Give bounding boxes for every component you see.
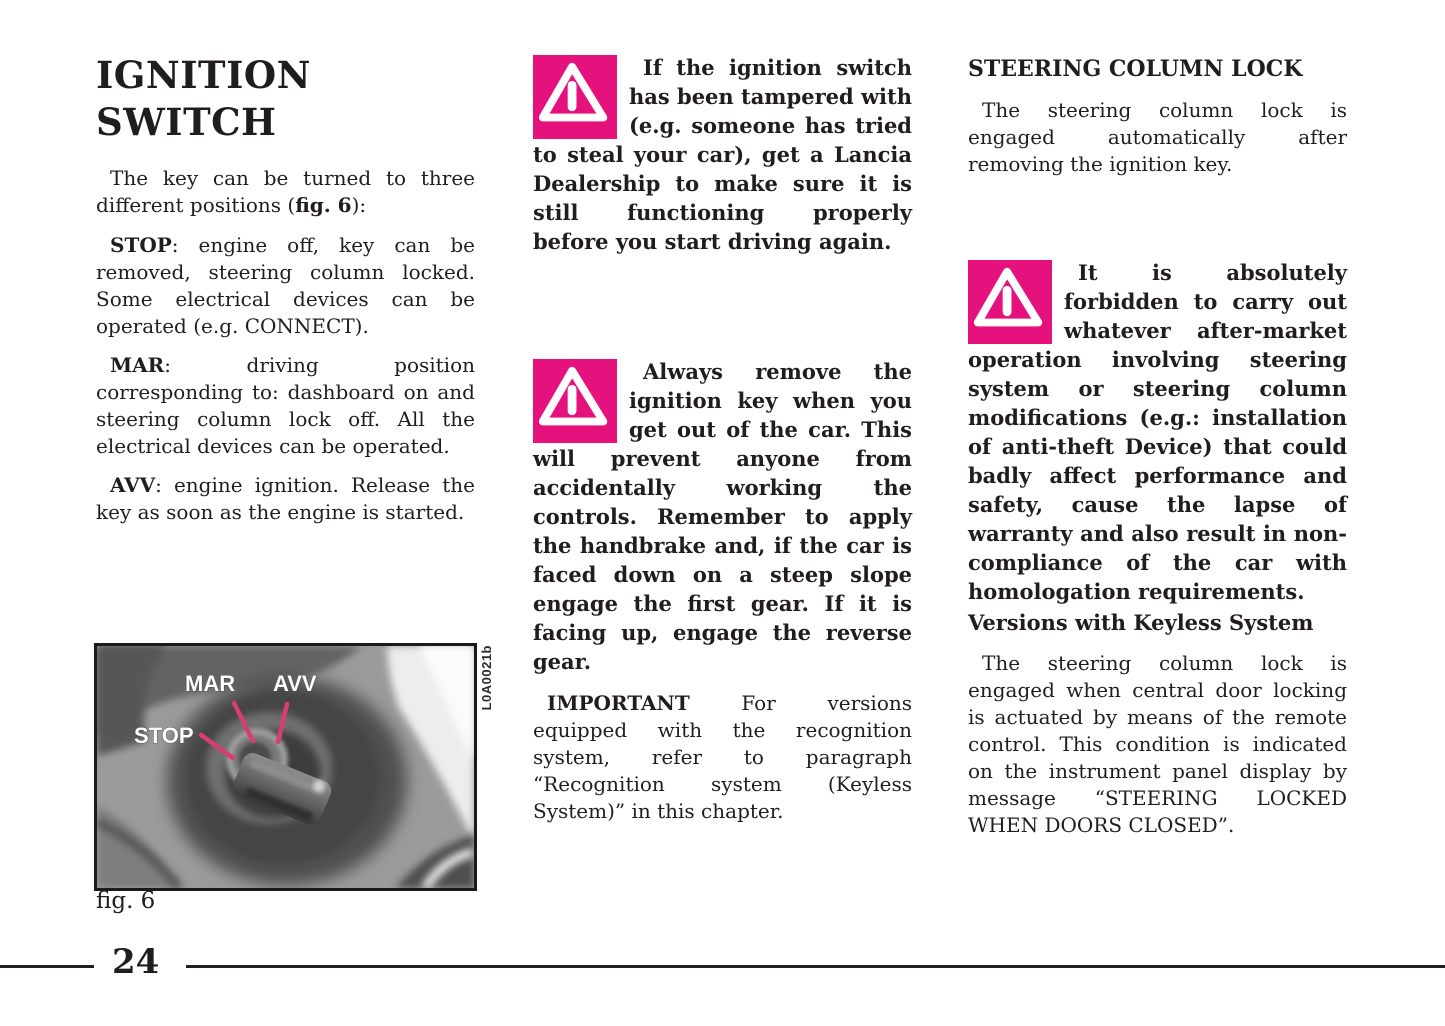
avv-label: AVV [273, 671, 317, 696]
avv-term: AVV [110, 473, 156, 497]
warning-remove-key-text: Always remove the ignition key when you get out of the car. This will prevent anyone from accidentally working the controls. Remember to apply the handbrake and, if the car is faced down on a steep slope engage the first gear. If it is facing up, engage the reverse gear. [533, 359, 912, 674]
important-text: For versions equipped with the recognition system, refer to paragraph “Recognition system (Keyless System)” in this chapter. [533, 691, 912, 823]
mar-description: : driving position corresponding to: dashboard on and steering column lock off. All the electrical devices can be operated. [96, 353, 475, 458]
stop-description: : engine off, key can be removed, steering column locked. Some electrical devices can be operated (e.g. CONNECT). [96, 233, 475, 338]
position-avv-paragraph [96, 472, 475, 526]
ignition-switch-photo [97, 646, 474, 888]
keyless-system-paragraph: The steering column lock is engaged when central door locking is actuated by means of the remote control. This condition is indicated on the instrument panel display by message “STEERING LOCKED WHEN DOORS CLOSED”. [968, 651, 1347, 837]
warning-triangle-icon [968, 260, 1052, 344]
figure-6-photo [94, 643, 477, 891]
ignition-switch-title [96, 52, 475, 146]
avv-description: : engine ignition. Release the key as soon as the engine is started. [96, 473, 475, 524]
intro-text-end: ): [351, 193, 367, 217]
warning-block-forbidden [968, 258, 1347, 606]
warning-tampered-text: If the ignition switch has been tampered with (e.g. someone has tried to steal your car), get a Lancia Dealership to make sure it is still functioning properly before you start driving again. [533, 55, 913, 254]
keyless-system-subheading: Versions with Keyless System [968, 610, 1314, 635]
steering-column-lock-heading: STEERING COLUMN LOCK [968, 56, 1303, 82]
steering-lock-paragraph: The steering column lock is engaged automatically after removing the ignition key. [968, 98, 1347, 176]
stop-term: STOP [110, 233, 172, 257]
figure-caption: fig. 6 [96, 888, 156, 914]
warning-triangle-icon-svg [968, 260, 1052, 344]
position-stop-paragraph [96, 232, 475, 340]
important-term: IMPORTANT [547, 691, 690, 715]
warning-triangle-icon [533, 55, 617, 139]
figure-photo-code: L0A0021b [479, 645, 494, 711]
page-number: 24 [112, 942, 160, 982]
footer-rule-right [186, 965, 1445, 968]
warning-triangle-icon [533, 359, 617, 443]
title-line-1: IGNITION [96, 53, 311, 97]
warning-triangle-icon-svg [533, 55, 617, 139]
intro-text: The key can be turned to three different positions ( [96, 166, 475, 217]
mar-term: MAR [110, 353, 165, 377]
important-paragraph [533, 690, 912, 825]
warning-block-remove-key [533, 357, 912, 676]
mar-label: MAR [185, 671, 236, 696]
title-line-2: SWITCH [96, 100, 277, 144]
stop-label: STOP [134, 723, 194, 748]
warning-forbidden-text: It is absolutely forbidden to carry out whatever after-market operation involving steering system or steering column modifications (e.g.: installation of anti-theft Device) that could badly affect performance and safety, cause the lapse of warranty and also result in non-compliance of the car with homologation requirements. [968, 260, 1347, 604]
position-mar-paragraph [96, 352, 475, 460]
warning-block-tampered [533, 53, 912, 256]
warning-triangle-icon-svg [533, 359, 617, 443]
figure-reference: fig. 6 [295, 193, 352, 217]
footer-rule-left [0, 965, 94, 968]
intro-paragraph [96, 165, 475, 219]
